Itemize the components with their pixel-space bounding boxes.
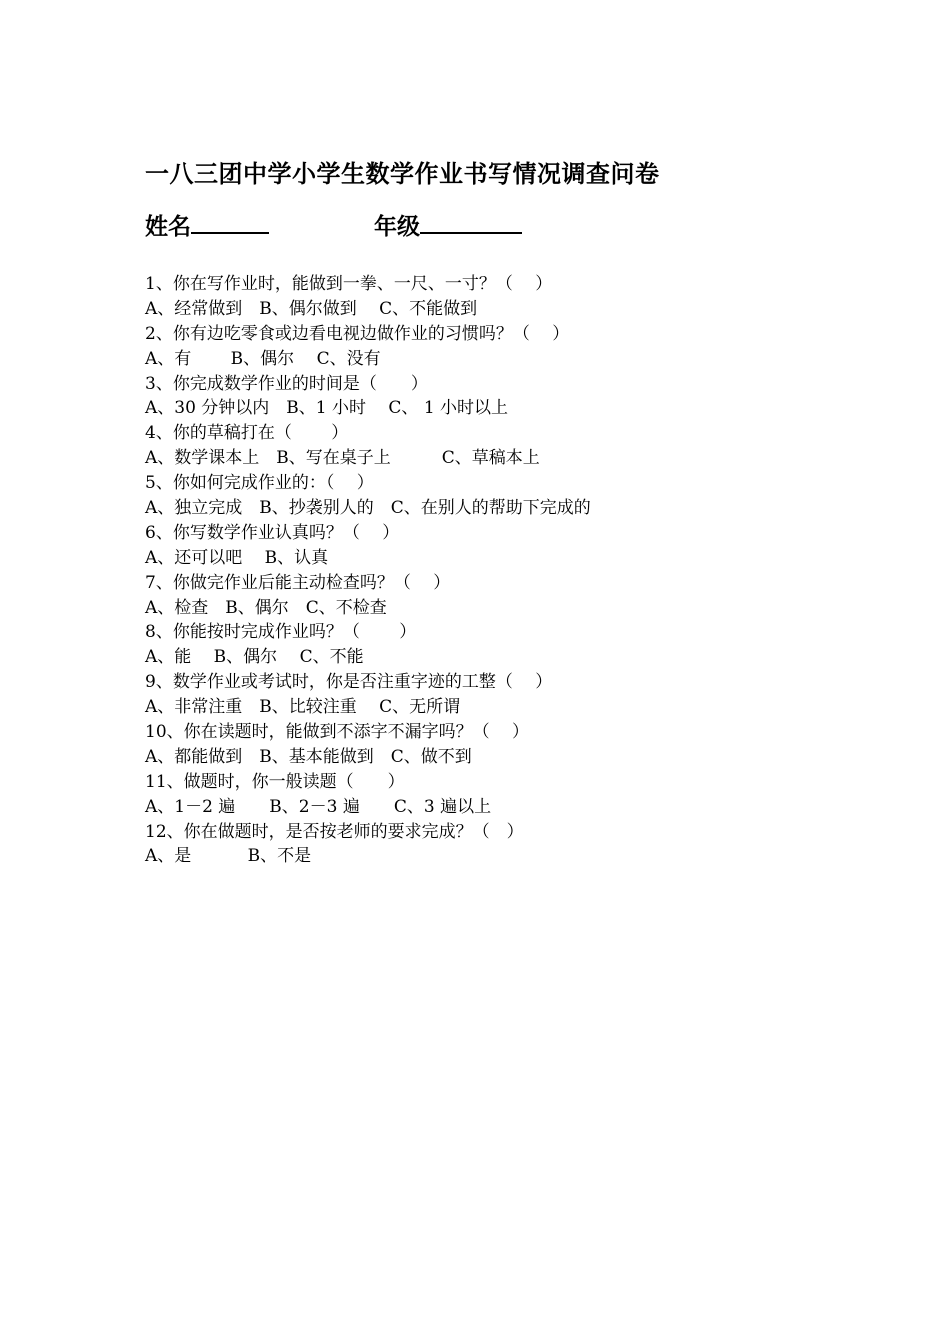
question-text: 10、你在读题时，能做到不添字不漏字吗？（ ）	[145, 722, 530, 743]
student-info-row	[145, 206, 645, 244]
answer-options: A、能 B、偶尔 C、不能	[145, 647, 364, 668]
answer-options: A、独立完成 B、抄袭别人的 C、在别人的帮助下完成的	[145, 498, 591, 519]
grade-blank-line[interactable]	[420, 206, 522, 234]
question-item	[145, 571, 845, 621]
question-list	[145, 272, 845, 869]
question-item	[145, 521, 845, 571]
grade-label: 年级	[374, 214, 420, 240]
question-text: 11、做题时，你一般读题（ ）	[145, 771, 405, 792]
question-text: 8、你能按时完成作业吗？（ ）	[145, 622, 417, 643]
answer-options: A、检查 B、偶尔 C、不检查	[145, 597, 387, 618]
answer-options: A、30 分钟以内 B、1 小时 C、 1 小时以上	[145, 398, 509, 419]
answer-options: A、1－2 遍 B、2－3 遍 C、3 遍以上	[145, 796, 492, 817]
answer-options: A、数学课本上 B、写在桌子上 C、草稿本上	[145, 448, 540, 469]
grade-field	[374, 206, 522, 246]
question-item	[145, 620, 845, 670]
answer-options: A、非常注重 B、比较注重 C、无所谓	[145, 697, 461, 718]
question-item	[145, 421, 845, 471]
question-text: 1、你在写作业时，能做到一拳、一尺、一寸？（ ）	[145, 274, 553, 294]
page-title: 一八三团中学小学生数学作业书写情况调查问卷	[145, 160, 660, 188]
name-blank-line[interactable]	[191, 206, 269, 234]
question-text: 9、数学作业或考试时，你是否注重字迹的工整（ ）	[145, 672, 553, 693]
question-item	[145, 820, 845, 870]
answer-options: A、还可以吧 B、认真	[145, 547, 329, 568]
question-text: 3、你完成数学作业的时间是（ ）	[145, 373, 428, 394]
answer-options: A、有 B、偶尔 C、没有	[145, 348, 381, 369]
question-item	[145, 322, 845, 372]
question-item	[145, 670, 845, 720]
question-text: 7、你做完作业后能主动检查吗？（ ）	[145, 572, 451, 593]
name-field	[145, 206, 269, 246]
question-item	[145, 770, 845, 820]
question-text: 12、你在做题时，是否按老师的要求完成？（ ）	[145, 821, 524, 842]
question-item	[145, 720, 845, 770]
question-text: 2、你有边吃零食或边看电视边做作业的习惯吗？（ ）	[145, 323, 570, 344]
question-text: 4、你的草稿打在（ ）	[145, 423, 349, 444]
question-item	[145, 471, 845, 521]
question-item	[145, 372, 845, 422]
answer-options: A、都能做到 B、基本能做到 C、做不到	[145, 746, 472, 767]
question-text: 5、你如何完成作业的：（ ）	[145, 473, 374, 494]
question-text: 6、你写数学作业认真吗？（ ）	[145, 522, 400, 543]
name-label: 姓名	[145, 214, 191, 240]
answer-options: A、是 B、不是	[145, 846, 312, 867]
answer-options: A、经常做到 B、偶尔做到 C、不能做到	[145, 298, 478, 319]
question-item	[145, 272, 845, 322]
